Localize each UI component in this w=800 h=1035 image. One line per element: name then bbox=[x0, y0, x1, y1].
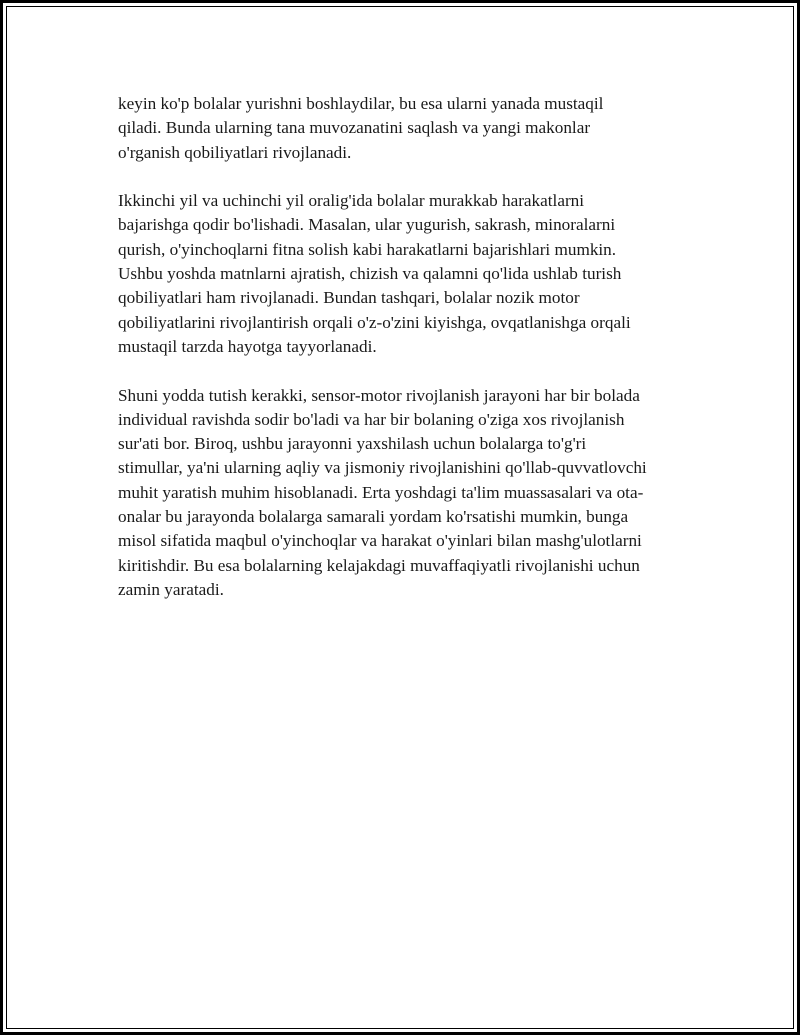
document-body bbox=[118, 92, 693, 627]
paragraph-1: keyin ko'p bolalar yurishni boshlaydilar, bu esa ularni yanada mustaqil qiladi. Bunda ularning tana muvozanatini saqlash va yangi makonlar o'rganish qobiliyatlari rivojlanadi. bbox=[118, 94, 604, 162]
paragraph-3: Shuni yodda tutish kerakki, sensor-motor rivojlanish jarayoni har bir bolada individual ravishda sodir bo'ladi va har bir bolaning o'ziga xos rivojlanish sur'ati bor. Biroq, ushbu jarayonni yaxshilash uchun bolalarga to'g'ri stimullar, ya'ni ularning aqliy va jismoniy rivojlanishini qo'llab-quvvatlovchi muhit yaratish muhim hisoblanadi. Erta yoshdagi ta'lim muassasalari va ota- onalar bu jarayonda bolalarga samarali yordam ko'rsatishi mumkin, bunga misol sifatida maqbul o'yinchoqlar va harakat o'yinlari bilan mashg'ulotlarni kiritishdir. Bu esa bolalarning kelajakdagi muvaffaqiyatli rivojlanishi uchun zamin yaratadi. bbox=[118, 385, 647, 599]
paragraph-2: Ikkinchi yil va uchinchi yil oralig'ida bolalar murakkab harakatlarni bajarishga qodir bo'lishadi. Masalan, ular yugurish, sakrash, minoralarni qurish, o'yinchoqlarni fitna solish kabi harakatlarni bajarishlari mumkin. Ushbu yoshda matnlarni ajratish, chizish va qalamni qo'lida ushlab turish qobiliyatlari ham rivojlanadi. Bundan tashqari, bolalar nozik motor qobiliyatlarini rivojlantirish orqali o'z-o'zini kiyishga, ovqatlanishga orqali mustaqil tarzda hayotga tayyorlanadi. bbox=[118, 191, 631, 356]
